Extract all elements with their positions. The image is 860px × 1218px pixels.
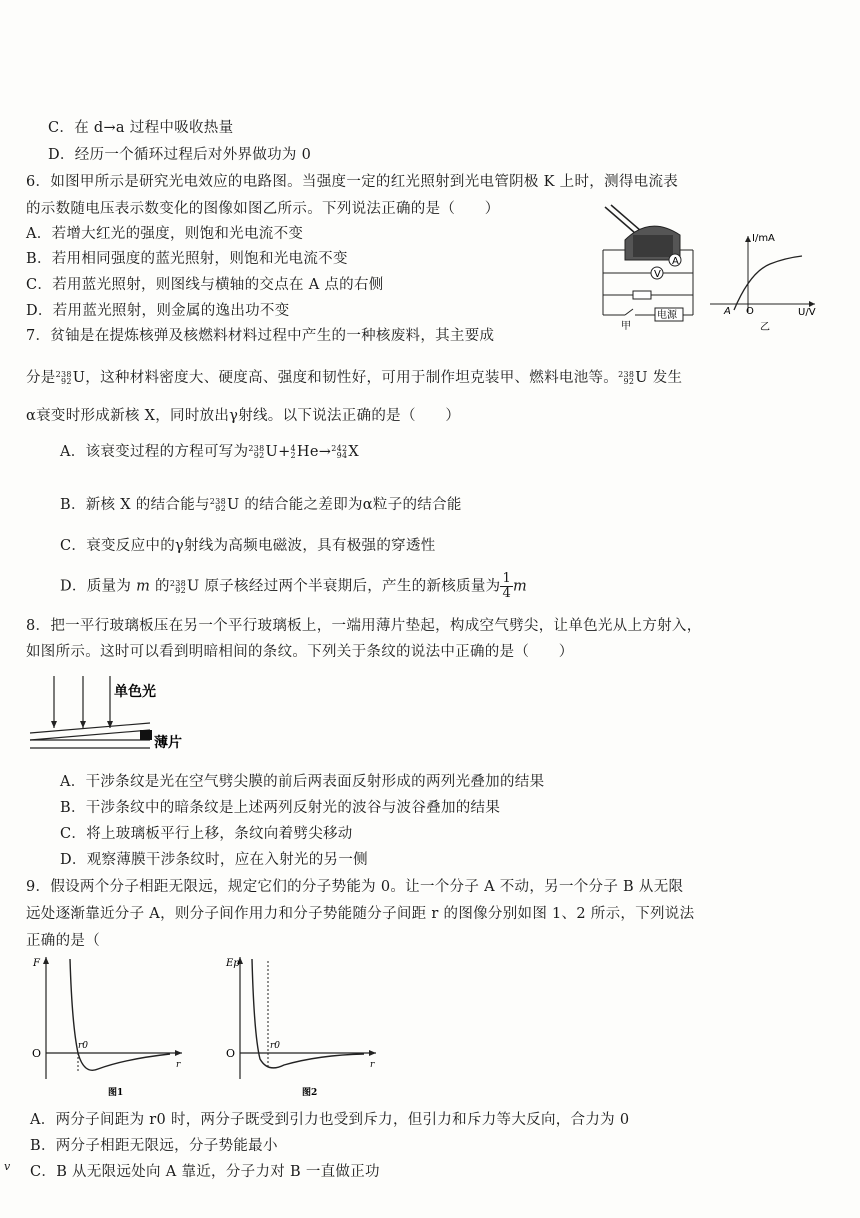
axis-f-label: F — [33, 958, 40, 969]
q7-stem-line2: 分是 238 92 U，这种材料密度大、硬度高、强度和韧性好，可用于制作坦克装甲、燃料电池等。 238 92 U 发生 — [26, 370, 683, 386]
q7-option-d: D．质量为 m 的 238 92 U 原子核经过两个半衰期后，产生的新核质量为 $\frac{1}{4}$ m — [60, 571, 528, 601]
q6-stem-line1: 6．如图甲所示是研究光电效应的电路图。当强度一定的红光照射到光电管阴极 K 上时，测得电流表 — [26, 174, 679, 190]
q9-figure2-potential-graph — [224, 955, 384, 1100]
q8-option-b: B．干涉条纹中的暗条纹是上述两列反射光的波谷与波谷叠加的结果 — [60, 800, 501, 816]
q8-option-d: D．观察薄膜干涉条纹时，应在入射光的另一侧 — [60, 852, 368, 868]
power-source-label: 电源 — [657, 310, 677, 321]
monochromatic-light-label: 单色光 — [114, 684, 156, 700]
q9-figure1-force-graph — [30, 955, 190, 1100]
fig-jia-label: 甲 — [621, 321, 631, 332]
q8-stem-line1: 8．把一平行玻璃板压在另一个平行玻璃板上，一端用薄片垫起，构成空气劈尖，让单色光从上方射入， — [26, 618, 702, 634]
q9-option-c: C．B 从无限远处向 A 靠近，分子力对 B 一直做正功 — [30, 1164, 380, 1180]
q6-iu-graph — [710, 232, 820, 332]
q9-stem-line1: 9．假设两个分子相距无限远，规定它们的分子势能为 0。让一个分子 A 不动，另一个分子 B 从无限 — [26, 879, 684, 895]
q8-air-wedge-figure — [28, 676, 208, 756]
shim-label: 薄片 — [154, 735, 182, 751]
q6-option-c: C．若用蓝光照射，则图线与横轴的交点在 A 点的右侧 — [26, 277, 384, 293]
q7-option-c: C．衰变反应中的γ射线为高频电磁波，具有极强的穿透性 — [60, 538, 436, 554]
q6-option-d: D．若用蓝光照射，则金属的逸出功不变 — [26, 303, 290, 319]
q6-option-b: B．若用相同强度的蓝光照射，则饱和光电流不变 — [26, 251, 348, 267]
q9-stem-line3: 正确的是（ — [26, 933, 100, 949]
margin-mark: v — [4, 1160, 11, 1173]
q7-stem-line1: 7．贫铀是在提炼核弹及核燃料材料过程中产生的一种核废料，其主要成 — [26, 328, 495, 344]
q7-option-b: B．新核 X 的结合能与 238 92 U 的结合能之差即为α粒子的结合能 — [60, 497, 462, 513]
q7-stem-line3: α衰变时形成新核 X，同时放出γ射线。以下说法正确的是（ ） — [26, 408, 461, 424]
fig-yi-label: 乙 — [760, 322, 770, 333]
ammeter-label: A — [672, 256, 679, 267]
q6-circuit-figure — [595, 205, 700, 330]
r0-label-1: r0 — [78, 1041, 89, 1051]
axis-r-label-1: r — [176, 1060, 181, 1070]
q8-option-a: A．干涉条纹是光在空气劈尖膜的前后两表面反射形成的两列光叠加的结果 — [60, 774, 545, 790]
origin-label-2: O — [226, 1047, 236, 1060]
figure2-caption: 图2 — [302, 1088, 318, 1098]
point-a-label: A — [724, 306, 731, 317]
axis-r-label-2: r — [370, 1060, 375, 1070]
origin-label-1: O — [32, 1047, 42, 1060]
q9-option-b: B．两分子相距无限远，分子势能最小 — [30, 1138, 278, 1154]
axis-i-label: I/mA — [752, 233, 775, 244]
q6-stem-line2: 的示数随电压表示数变化的图像如图乙所示。下列说法正确的是（ ） — [26, 201, 500, 217]
axis-u-label: U/V — [798, 307, 816, 318]
q8-option-c: C．将上玻璃板平行上移，条纹向着劈尖移动 — [60, 826, 353, 842]
figure1-caption: 图1 — [108, 1088, 124, 1098]
q5-option-d: D．经历一个循环过程后对外界做功为 0 — [48, 147, 312, 163]
q9-stem-line2: 远处逐渐靠近分子 A，则分子间作用力和分子势能随分子间距 r 的图像分别如图 1、2 所示，下列说法 — [26, 906, 695, 922]
q9-option-a: A．两分子间距为 r0 时，两分子既受到引力也受到斥力，但引力和斥力等大反向，合力为 0 — [30, 1112, 630, 1128]
q5-option-c: C．在 d→a 过程中吸收热量 — [48, 120, 234, 136]
q6-option-a: A．若增大红光的强度，则饱和光电流不变 — [26, 226, 304, 242]
voltmeter-label: V — [654, 269, 661, 280]
origin-label: O — [746, 306, 754, 317]
q7-option-a: A．该衰变过程的方程可写为 238 92 U+ 4 2 He→ 242 94 X — [60, 444, 359, 460]
axis-ep-label: Ep — [226, 958, 240, 969]
q8-stem-line2: 如图所示。这时可以看到明暗相间的条纹。下列关于条纹的说法中正确的是（ ） — [26, 644, 574, 660]
r0-label-2: r0 — [270, 1041, 281, 1051]
